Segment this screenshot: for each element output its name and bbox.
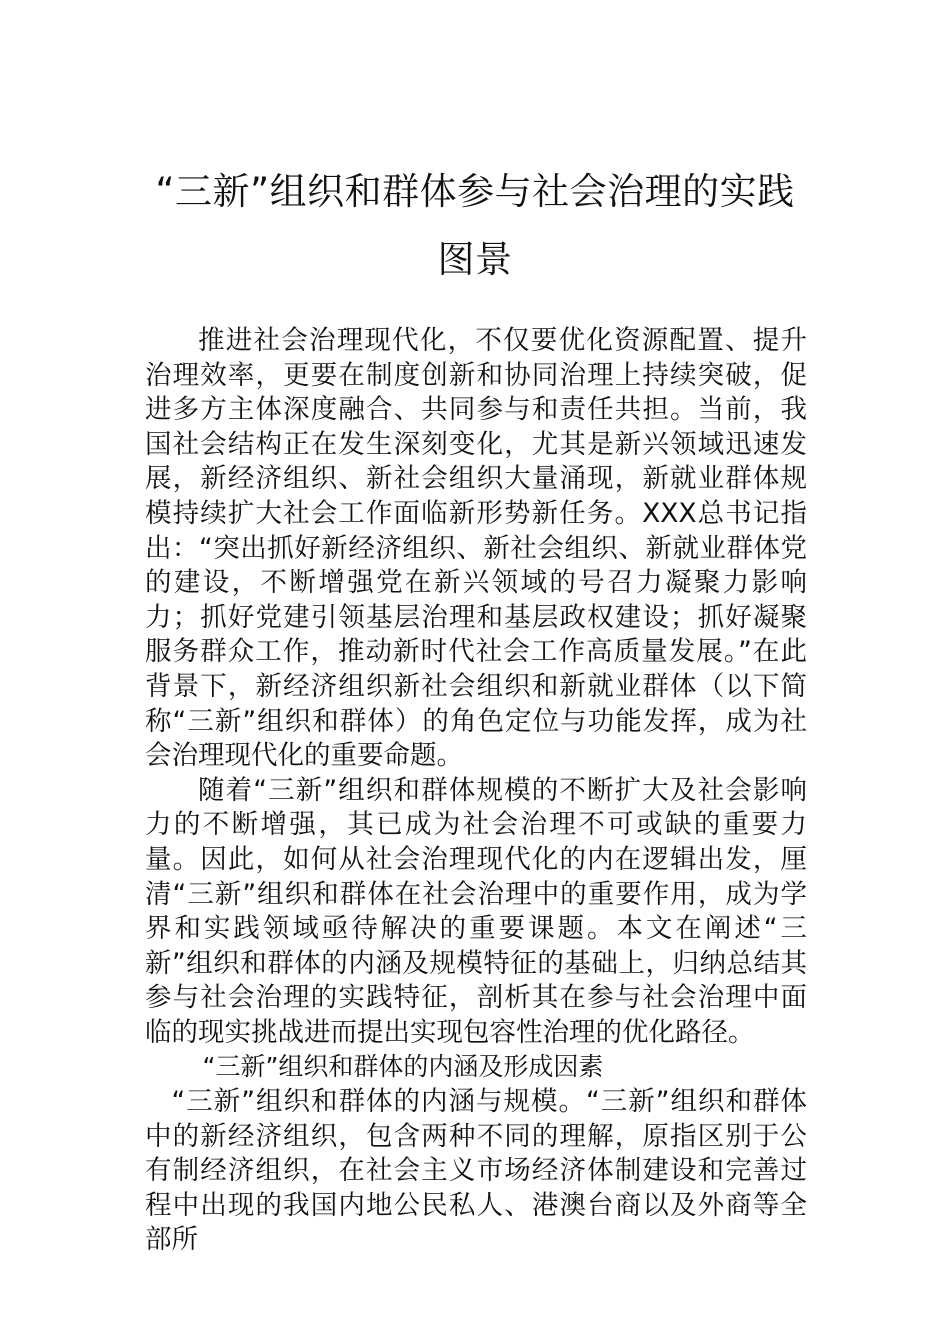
paragraph-definition: “三新”组织和群体的内涵与规模。“三新”组织和群体中的新经济组织，包含两种不同的理解，原指区别于公有制经济组织，在社会主义市场经济体制建设和完善过程中出现的我国内地公民私人、港澳台商以及外商等全部所 xyxy=(145,1086,807,1256)
section-heading: “三新”组织和群体的内涵及形成因素 xyxy=(202,1052,604,1082)
paragraph-intro: 推进社会治理现代化，不仅要优化资源配置、提升治理效率，更要在制度创新和协同治理上持续突破，促进多方主体深度融合、共同参与和责任共担。当前，我国社会结构正在发生深刻变化，尤其是新兴领域迅速发展，新经济组织、新社会组织大量涌现，新就业群体规模持续扩大社会工作面临新形势新任务。XXX总书记指出：“突出抓好新经济组织、新社会组织、新就业群体党的建设，不断增强党在新兴领域的号召力凝聚力影响力；抓好党建引领基层治理和基层政权建设；抓好凝聚服务群众工作，推动新时代社会工作高质量发展。”在此背景下，新经济组织新社会组织和新就业群体（以下简称“三新”组织和群体）的角色定位与功能发挥，成为社会治理现代化的重要命题。 xyxy=(145,325,807,772)
document-title: “三新”组织和群体参与社会治理的实践图景 xyxy=(155,170,795,281)
paragraph-background: 随着“三新”组织和群体规模的不断扩大及社会影响力的不断增强，其已成为社会治理不可或缺的重要力量。因此，如何从社会治理现代化的内在逻辑出发，厘清“三新”组织和群体在社会治理中的重要作用，成为学界和实践领域亟待解决的重要课题。本文在阐述“三新”组织和群体的内涵及规模特征的基础上，归纳总结其参与社会治理的实践特征，剖析其在参与社会治理中面临的现实挑战进而提出实现包容性治理的优化路径。 xyxy=(145,774,807,1048)
document-body xyxy=(145,324,807,1258)
